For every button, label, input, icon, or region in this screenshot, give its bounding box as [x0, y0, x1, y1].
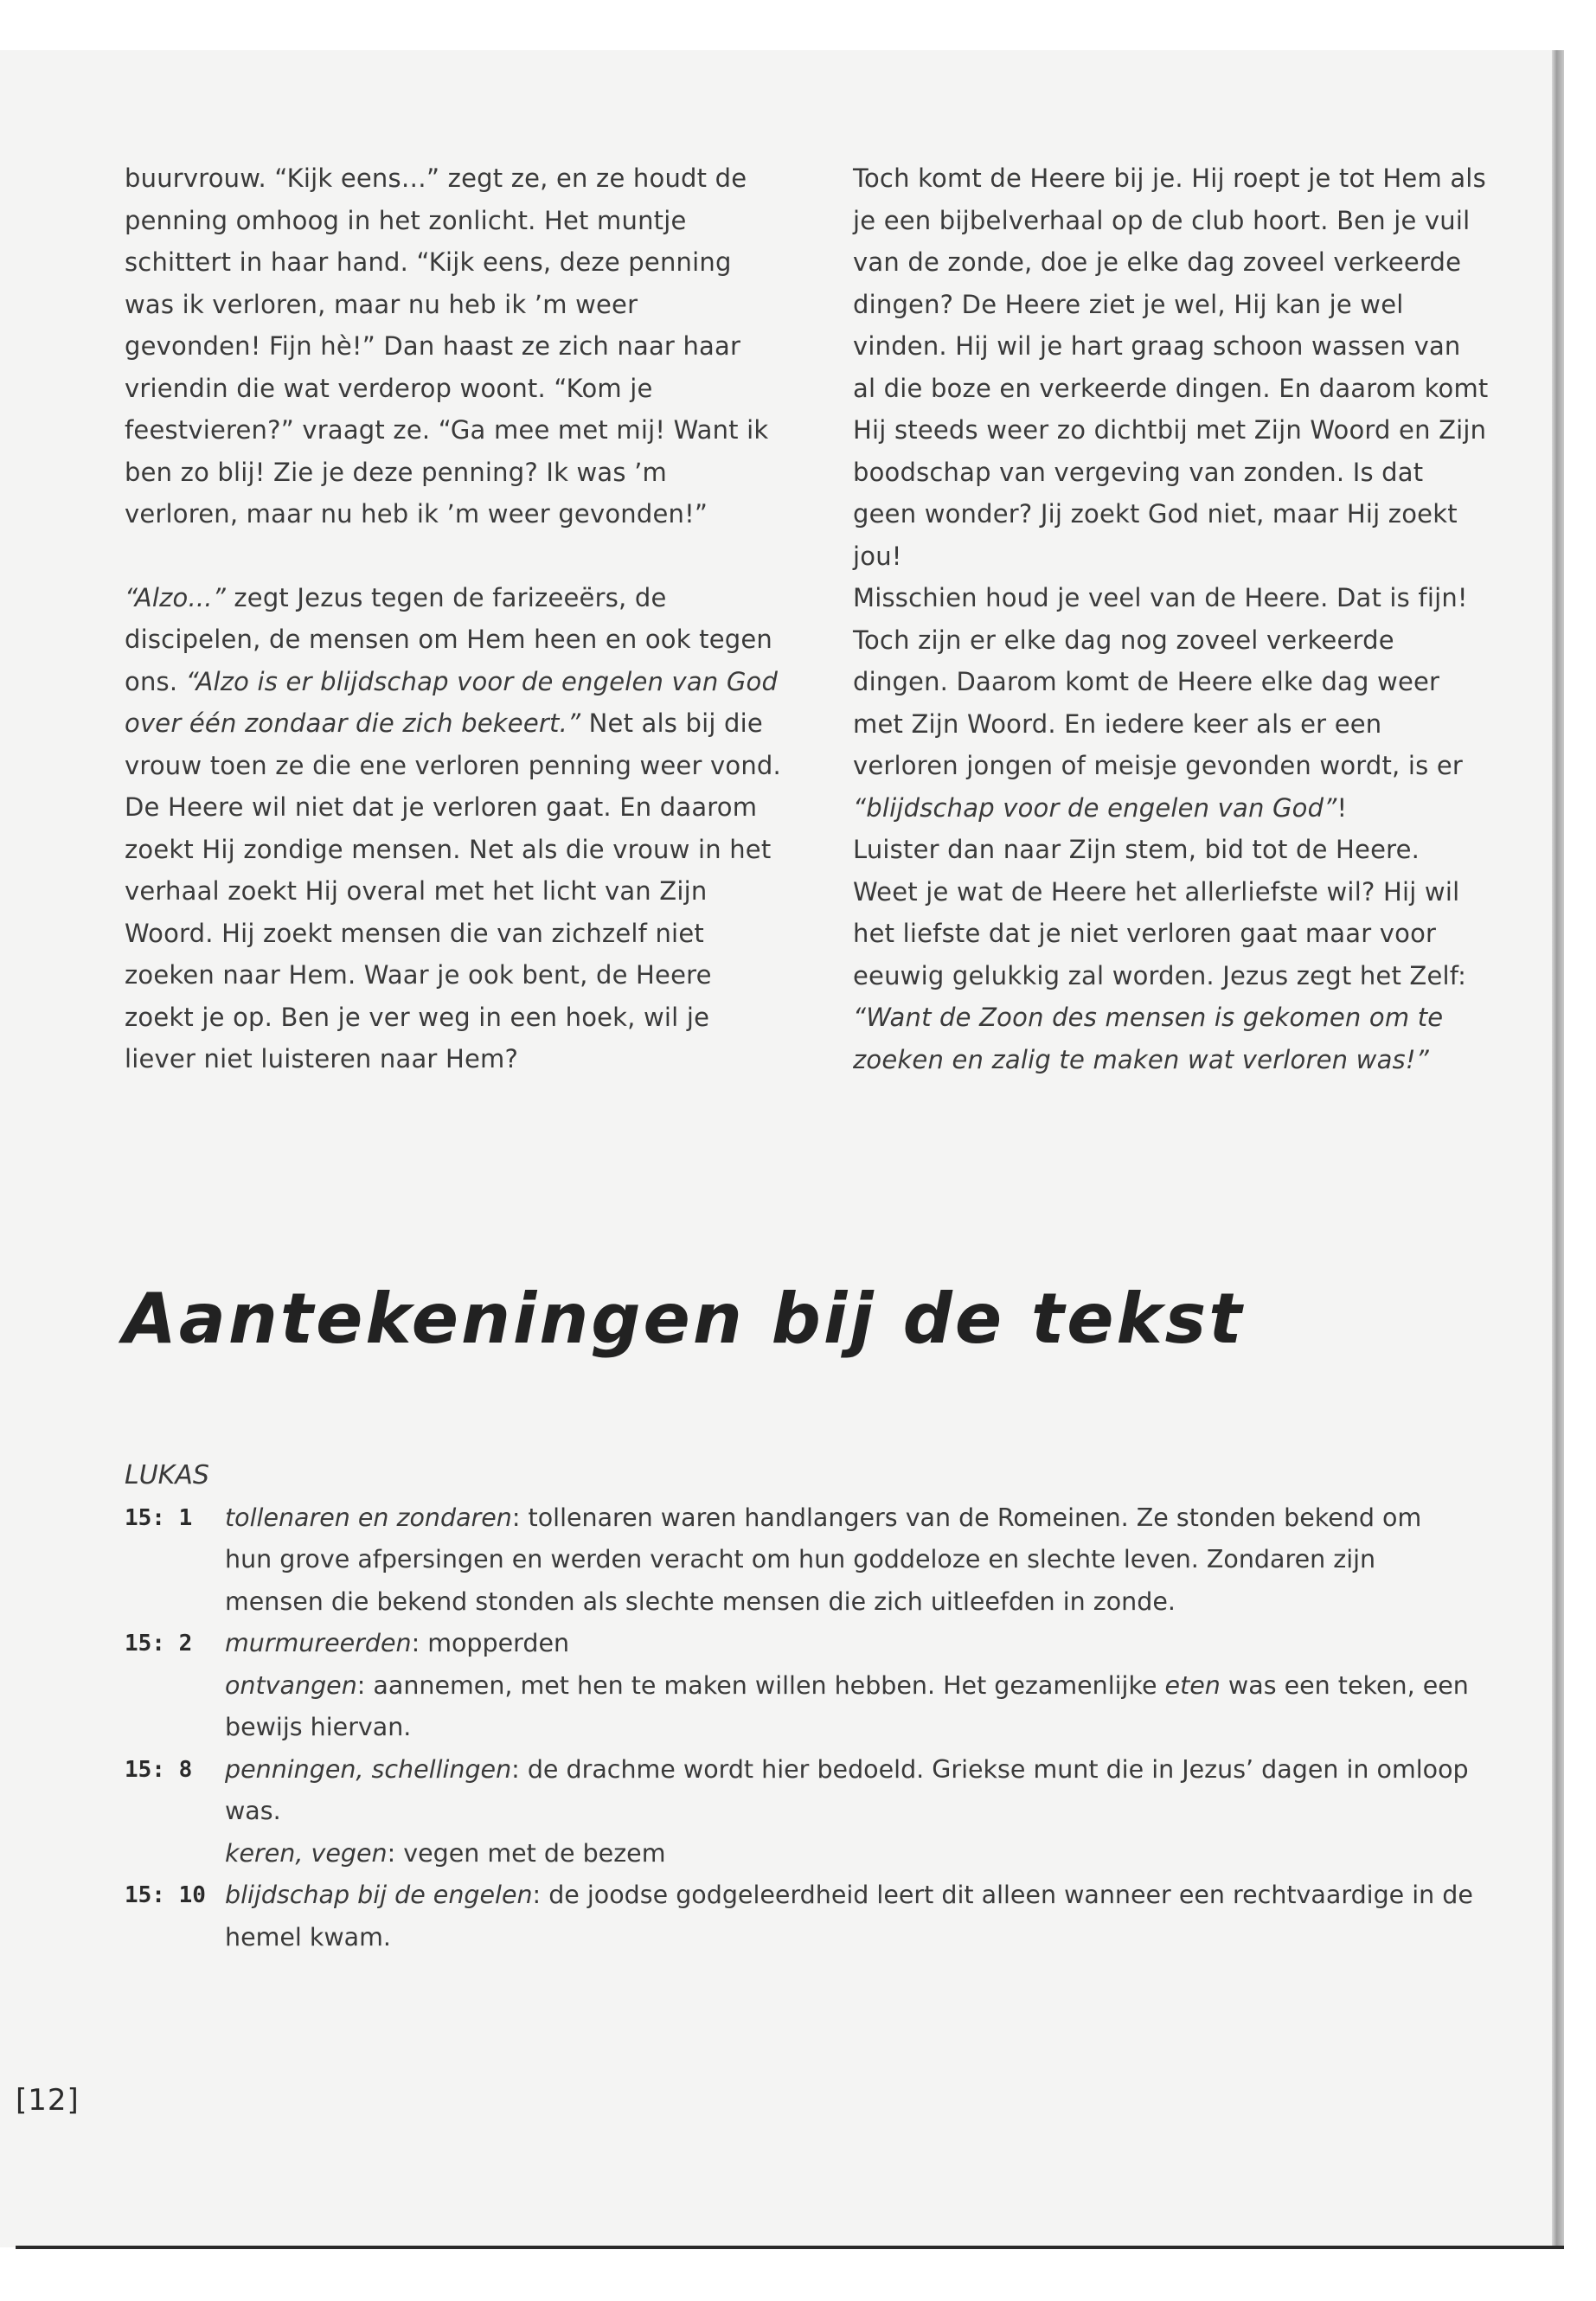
- note-term: keren, vegen: [225, 1838, 388, 1868]
- note-item: [125, 1665, 1474, 1749]
- verse-ref: 15: 10: [125, 1882, 206, 1908]
- note-item: [125, 1875, 1474, 1958]
- right-paragraph-4-text: Weet je wat de Heere het allerliefste wil? Hij wil het liefste dat je niet verloren gaat maar voor eeuwig gelukkig zal worden. Jezus zegt het Zelf:: [853, 876, 1467, 990]
- left-paragraph-1: buurvrouw. “Kijk eens…” zegt ze, en ze houdt de penning omhoog in het zonlicht. Het muntje schittert in haar hand. “Kijk eens, deze penning was ik verloren, maar nu heb ik ’m weer gevonden! Fijn hè!” Dan haast ze zich naar haar vriendin die wat verderop woont. “Kom je feestvieren?” vraagt ze. “Ga mee met mij! Want ik ben zo blij! Zie je deze penning? Ik was ’m verloren, maar nu heb ik ’m weer gevonden!”: [125, 163, 769, 529]
- note-item: [125, 1497, 1474, 1624]
- page-number: [12]: [16, 2083, 80, 2118]
- left-paragraph-2: [125, 577, 782, 1080]
- blijdschap-quote: “blijdschap voor de engelen van God”: [853, 792, 1337, 823]
- note-text: : vegen met de bezem: [387, 1838, 666, 1868]
- page-edge: [1552, 50, 1564, 2247]
- note-text-2: was een teken, een bewijs hiervan.: [225, 1670, 1469, 1741]
- note-text: : tollenaren waren handlangers van de Romeinen. Ze stonden bekend om hun grove afpersingen en werden veracht om hun goddeloze en slechte leven. Zondaren zijn mensen die bekend stonden als slechte mensen die zich uitleefden in zonde.: [225, 1503, 1422, 1616]
- right-paragraph-2-text-a: Misschien houd je veel van de Heere. Dat is fijn! Toch zijn er elke dag nog zoveel verkeerde dingen. Daarom komt de Heere elke dag weer met Zijn Woord. En iedere keer als er een verloren jongen of meisje gevonden wordt, is er: [853, 583, 1468, 780]
- right-paragraph-1: Toch komt de Heere bij je. Hij roept je tot Hem als je een bijbelverhaal op de club hoort. Ben je vuil van de zonde, doe je elke dag zoveel verkeerde dingen? De Heere ziet je wel, Hij kan je wel vinden. Hij wil je hart graag schoon wassen van al die boze en verkeerde dingen. En daarom komt Hij steeds weer zo dichtbij met Zijn Woord en Zijn boodschap van vergeving van zonden. Is dat geen wonder? Jij zoekt God niet, maar Hij zoekt jou!: [853, 163, 1489, 571]
- verse-ref: 15: 1: [125, 1504, 193, 1531]
- notes-section: [125, 1455, 1474, 1958]
- note-term-eten: eten: [1164, 1670, 1221, 1700]
- scripture-quote: “Alzo is er blijdschap voor de engelen van God over één zondaar die zich bekeert.”: [125, 666, 779, 738]
- note-text: : aannemen, met hen te maken willen hebben. Het gezamenlijke: [356, 1670, 1165, 1700]
- right-paragraph-2: [853, 577, 1489, 829]
- note-term: murmureerden: [225, 1629, 412, 1657]
- right-paragraph-2-text-b: !: [1336, 792, 1348, 823]
- note-item: [125, 1833, 1474, 1875]
- note-text: : mopperden: [411, 1629, 570, 1657]
- zoon-des-mensen-quote: “Want de Zoon des mensen is gekomen om te zoeken en zalig te maken wat verloren was!”: [853, 1003, 1444, 1074]
- left-column: [125, 157, 782, 1080]
- right-paragraph-3: Luister dan naar Zijn stem, bid tot de Heere.: [853, 835, 1420, 864]
- note-text: : de joodse godgeleerdheid leert dit alleen wanneer een rechtvaardige in de hemel kwam.: [225, 1881, 1473, 1952]
- notes-heading: Aantekeningen bij de tekst: [123, 1279, 1245, 1359]
- right-paragraph-4: [853, 871, 1489, 1081]
- verse-ref: 15: 2: [125, 1631, 193, 1657]
- note-text: : de drachme wordt hier bedoeld. Griekse munt die in Jezus’ dagen in omloop was.: [225, 1754, 1469, 1825]
- note-term: penningen, schellingen: [225, 1754, 512, 1784]
- left-paragraph-2-text-a: zegt Jezus tegen de farizeeërs, de discipelen, de mensen om Hem heen en ook tegen ons.: [125, 582, 772, 696]
- left-paragraph-2-text-b: Net als bij die vrouw toen ze die ene verloren penning weer vond. De Heere wil niet dat je verloren gaat. En daarom zoekt Hij zondige mensen. Net als die vrouw in het verhaal zoekt Hij overal met het licht van Zijn Woord. Hij zoekt mensen die van zichzelf niet zoeken naar Hem. Waar je ook bent, de Heere zoekt je op. Ben je ver weg in een hoek, wil je liever niet luisteren naar Hem?: [125, 708, 781, 1074]
- note-item: [125, 1749, 1474, 1833]
- verse-ref: 15: 8: [125, 1756, 193, 1783]
- note-term: tollenaren en zondaren: [225, 1503, 512, 1532]
- right-column: [853, 157, 1489, 1080]
- alzo-quote: “Alzo...”: [125, 582, 226, 612]
- book-name: LUKAS: [125, 1460, 209, 1490]
- bottom-rule: [16, 2246, 1564, 2249]
- note-term: blijdschap bij de engelen: [225, 1881, 533, 1909]
- note-term: ontvangen: [225, 1670, 357, 1700]
- note-item: [125, 1623, 1474, 1665]
